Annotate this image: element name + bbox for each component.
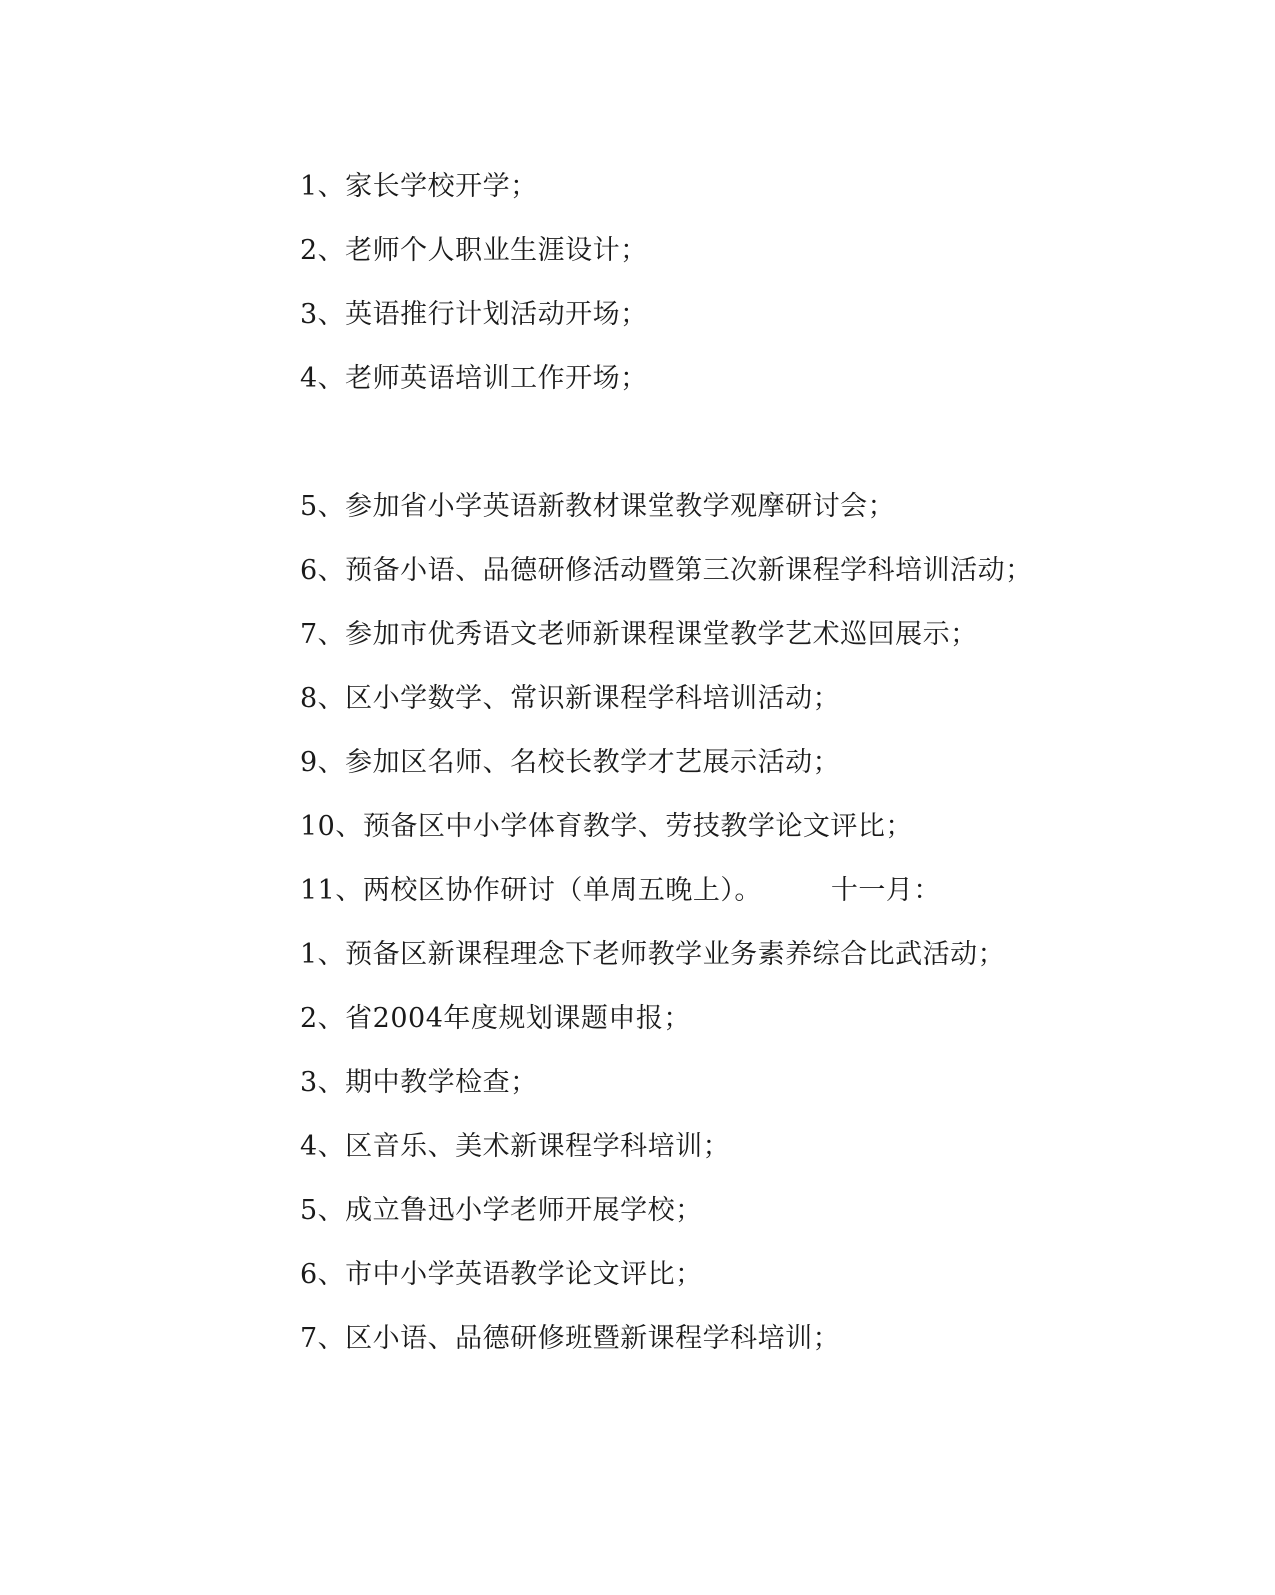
list-item: 6、市中小学英语教学论文评比； [300,1259,703,1290]
list-item: 4、区音乐、美术新课程学科培训； [300,1131,731,1162]
list-item: 11、两校区协作研讨（单周五晚上）。 十一月： [300,875,941,906]
list-item: 5、参加省小学英语新教材课堂教学观摩研讨会； [300,491,896,522]
list-item: 10、预备区中小学体育教学、劳技教学论文评比； [300,811,913,842]
list-item: 1、家长学校开学； [300,171,538,202]
list-item: 2、省2004年度规划课题申报； [300,1003,691,1034]
list-item: 6、预备小语、品德研修活动暨第三次新课程学科培训活动； [300,555,1033,586]
list-item: 2、老师个人职业生涯设计； [300,235,648,266]
list-item: 3、期中教学检查； [300,1067,538,1098]
list-item: 1、预备区新课程理念下老师教学业务素养综合比武活动； [300,939,1006,970]
list-item: 7、参加市优秀语文老师新课程课堂教学艺术巡回展示； [300,619,978,650]
list-item: 3、英语推行计划活动开场； [300,299,648,330]
list-item: 4、老师英语培训工作开场； [300,363,648,394]
list-item: 9、参加区名师、名校长教学才艺展示活动； [300,747,841,778]
list-item: 8、区小学数学、常识新课程学科培训活动； [300,683,841,714]
list-item: 7、区小语、品德研修班暨新课程学科培训； [300,1323,841,1354]
list-item: 5、成立鲁迅小学老师开展学校； [300,1195,703,1226]
